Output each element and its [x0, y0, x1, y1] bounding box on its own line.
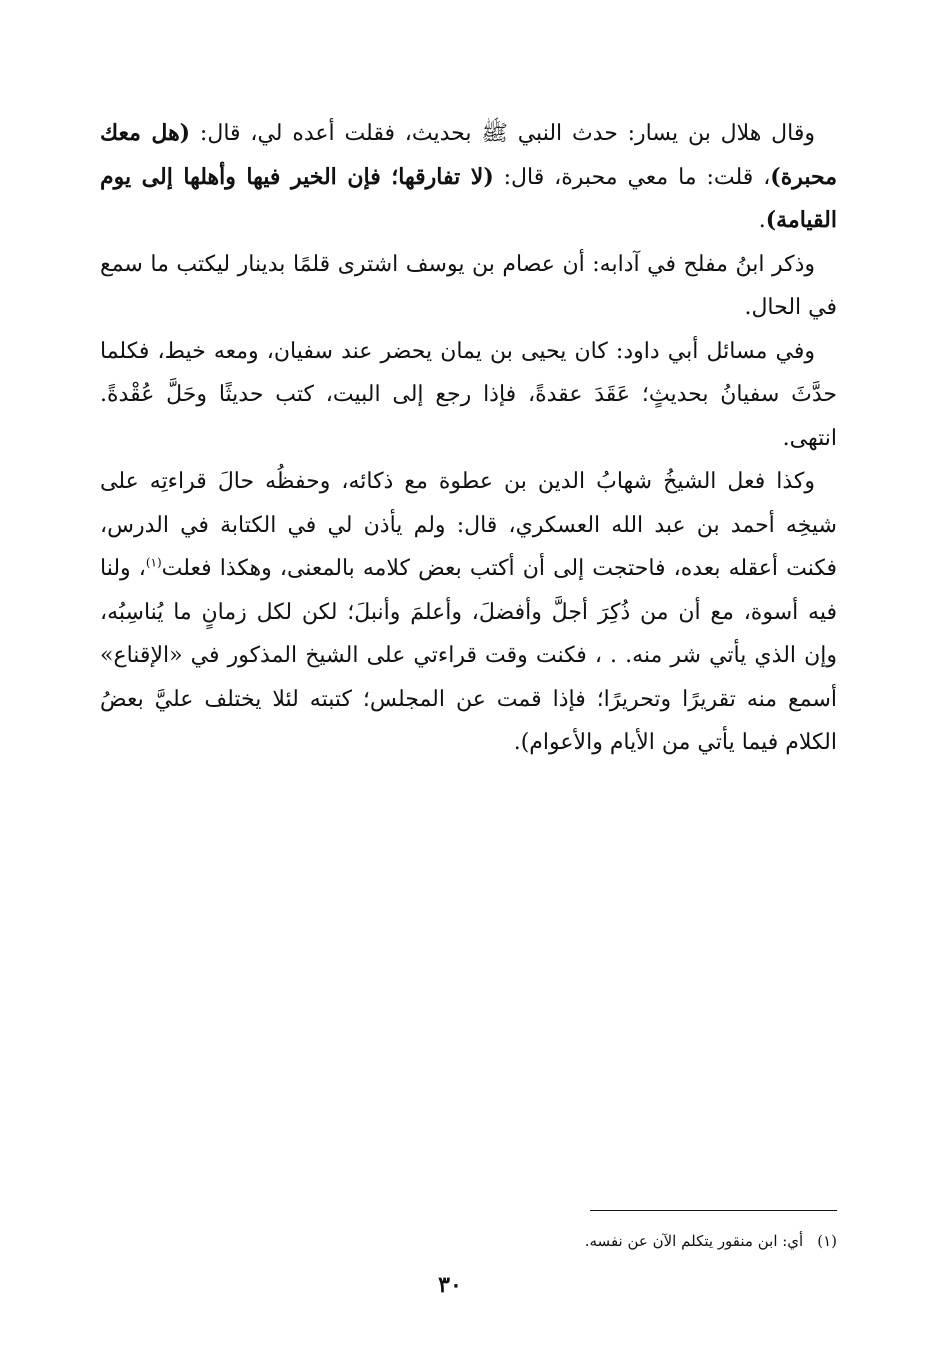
footnote-separator	[590, 1210, 837, 1211]
footnote	[400, 1230, 837, 1252]
footnote-text: أي: ابن منقور يتكلم الآن عن نفسه.	[584, 1232, 804, 1250]
text-run: .	[758, 208, 766, 233]
page-number: ٣٠	[438, 1272, 462, 1298]
main-text-block	[100, 112, 837, 765]
footnote-reference: (١)	[145, 555, 162, 570]
paragraph	[100, 112, 837, 243]
footnote-number: (١)	[817, 1232, 837, 1250]
text-run: وذكر ابنُ مفلح في آدابه: أن عصام بن يوسف اشترى قلمًا بدينار ليكتب ما سمع في الحال.	[100, 251, 837, 320]
hadith-quote: (هل معك محبرة)	[100, 120, 837, 190]
text-run: وفي مسائل أبي داود: كان يحيى بن يمان يحضر عند سفيان، ومعه خيط، فكلما حدَّثَ سفيانُ بحديثٍ؛ عَقَدَ عقدةً، فإذا رجع إلى البيت، كتب حديثًا وحَلَّ عُقْدةً. انتهى.	[100, 338, 837, 451]
paragraph	[100, 330, 837, 461]
paragraph	[100, 460, 837, 765]
paragraph	[100, 243, 837, 330]
text-run: ، قلت: ما معي محبرة، قال:	[493, 164, 771, 190]
text-run: وكذا فعل الشيخُ شهابُ الدين بن عطوة مع ذكائه، وحفظُه حالَ قراءتِه على شيخِه أحمد بن عبد الله العسكري، قال: ولم يأذن لي في الكتابة في الدرس، فكنت أعقله بعده، فاحتجت إلى أن أكتب بعض كلامه بالمعنى، وهكذا فعلت	[100, 469, 838, 581]
text-run: ، ولنا فيه أسوة، مع أن من ذُكِرَ أجلَّ وأفضلَ، وأعلمَ وأنبلَ؛ لكن لكل زمانٍ ما يُناسِبُه، وإن الذي يأتي شر منه. . ، فكنت وقت قراءتي على الشيخ المذكور في «الإقناع» أسمع منه تقريرًا وتحريرًا؛ فإذا قمت عن المجلس؛ كتبته لئلا يختلف عليَّ بعضُ الكلام فيما يأتي من الأيام والأعوام).	[100, 556, 837, 755]
hadith-quote: (لا تفارقها؛ فإن الخير فيها وأهلها إلى يوم القيامة)	[100, 163, 837, 233]
text-run: وقال هلال بن يسار: حدث النبي ﷺ بحديث، فقلت أعده لي، قال:	[190, 121, 815, 146]
